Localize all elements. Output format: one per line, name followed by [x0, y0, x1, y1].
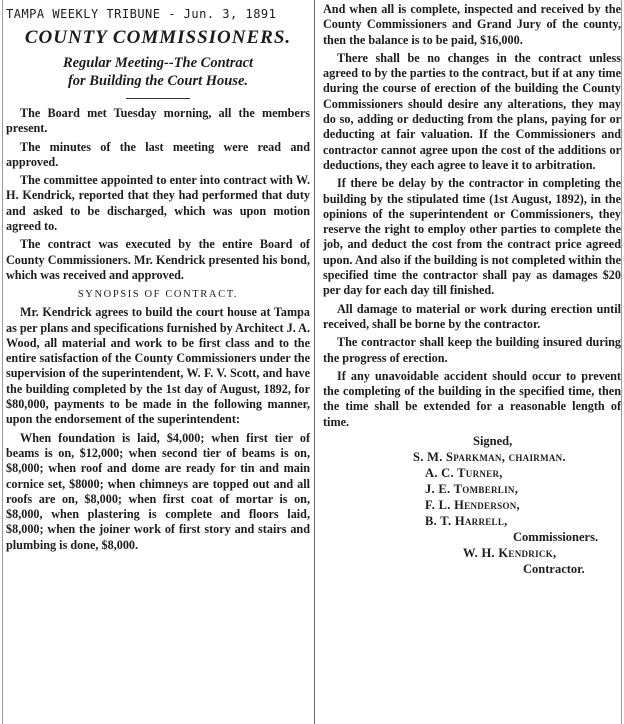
commissioners-label: Commissioners.: [513, 530, 599, 545]
paragraph-changes: There shall be no changes in the contract unless agreed to by the parties to the contract, but if at any time during the course of erection of the building the County Commissioners should desire any alterations, they may do so, adding or deducting from the plans, paying for or deducting at fair valuation. If the Commissioners and contractor cannot agree upon the cost of the additions or deductions, they each agree to leave it to arbitration.: [323, 50, 621, 172]
contractor-label: Contractor.: [523, 562, 585, 577]
paragraph-payment-schedule: When foundation is laid, $4,000; when first tier of beams is on, $12,000; when second tier of beams is on, $8,000; when roof and dome are ready for tin and main cornice set, $8000; when chimneys are topped out and all roofs are on, $8,000; when first coat of mortar is on, $8,000, when plastering is complete and floors laid, $8,000; when the joiner work of first story and stairs and plumbing is done, $8,000.: [6, 430, 310, 552]
paragraph-delay: If there be delay by the contractor in completing the building by the stipulated time (1st August, 1892), in the opinions of the superintendent or Commissioners, they reserve the right to employ other parties to complete the job, and deduct the cost from the contract price agreed upon. And also if the building is not completed within the specified time the contractor shall pay as damages $20 per day for each day till finished.: [323, 176, 621, 298]
subheadline-line-1: Regular Meeting--The Contract: [62, 55, 254, 71]
paragraph-contract-executed: The contract was executed by the entire Board of County Commissioners. Mr. Kendrick presented his bond, which was received and approved.: [6, 237, 310, 282]
signer-tomberlin: J. E. Tomberlin,: [425, 482, 519, 497]
signer-henderson: F. L. Henderson,: [425, 498, 520, 513]
masthead: TAMPA WEEKLY TRIBUNE - Jun. 3, 1891: [6, 7, 277, 21]
subheadline: [6, 54, 310, 90]
signature-block: [323, 433, 621, 577]
paragraph-accident: If any unavoidable accident should occur to prevent the completing of the building in the specified time, then the time shall be extended for a reasonable length of time.: [323, 368, 621, 429]
headline-divider: [126, 98, 190, 99]
signed-label: Signed,: [473, 434, 513, 449]
column-rule: [314, 0, 315, 724]
headline: COUNTY COMMISSIONERS.: [24, 27, 292, 48]
paragraph-minutes: The minutes of the last meeting were read and approved.: [6, 139, 310, 169]
paragraph-board-met: The Board met Tuesday morning, all the members present.: [6, 106, 310, 136]
paragraph-synopsis-terms: Mr. Kendrick agrees to build the court house at Tampa as per plans and specifications furnished by Architect J. A. Wood, all material and work to be first class and to the entire satisfaction of the County Commissioners under the supervision of the superintendent, W. F. V. Scott, and have the building completed by the 1st day of August, 1892, for $80,000, payments to be made in the following manner, upon the endorsement of the superintendent:: [6, 305, 310, 427]
right-column: [323, 0, 621, 577]
clipping-right-edge: [621, 0, 622, 724]
subheadline-line-2: for Building the Court House.: [67, 73, 249, 89]
paragraph-insurance: The contractor shall keep the building insured during the progress of erection.: [323, 335, 621, 365]
paragraph-damage: All damage to material or work during erection until received, shall be borne by the contractor.: [323, 301, 621, 331]
signer-turner: A. C. Turner,: [425, 466, 503, 481]
signer-sparkman: S. M. Sparkman, chairman.: [413, 450, 566, 465]
left-column: [4, 0, 310, 556]
section-heading-synopsis: SYNOPSIS OF CONTRACT.: [77, 289, 239, 301]
contractor-name: W. H. Kendrick,: [463, 546, 557, 561]
paragraph-committee: The committee appointed to enter into contract with W. H. Kendrick, reported that they had performed that duty and asked to be discharged, which was upon motion agreed to.: [6, 173, 310, 234]
signer-harrell: B. T. Harrell,: [425, 514, 508, 529]
paragraph-balance: And when all is complete, inspected and received by the County Commissioners and Grand Jury of the county, then the balance is to be paid, $16,000.: [323, 2, 621, 47]
clipping-left-edge: [2, 0, 3, 724]
